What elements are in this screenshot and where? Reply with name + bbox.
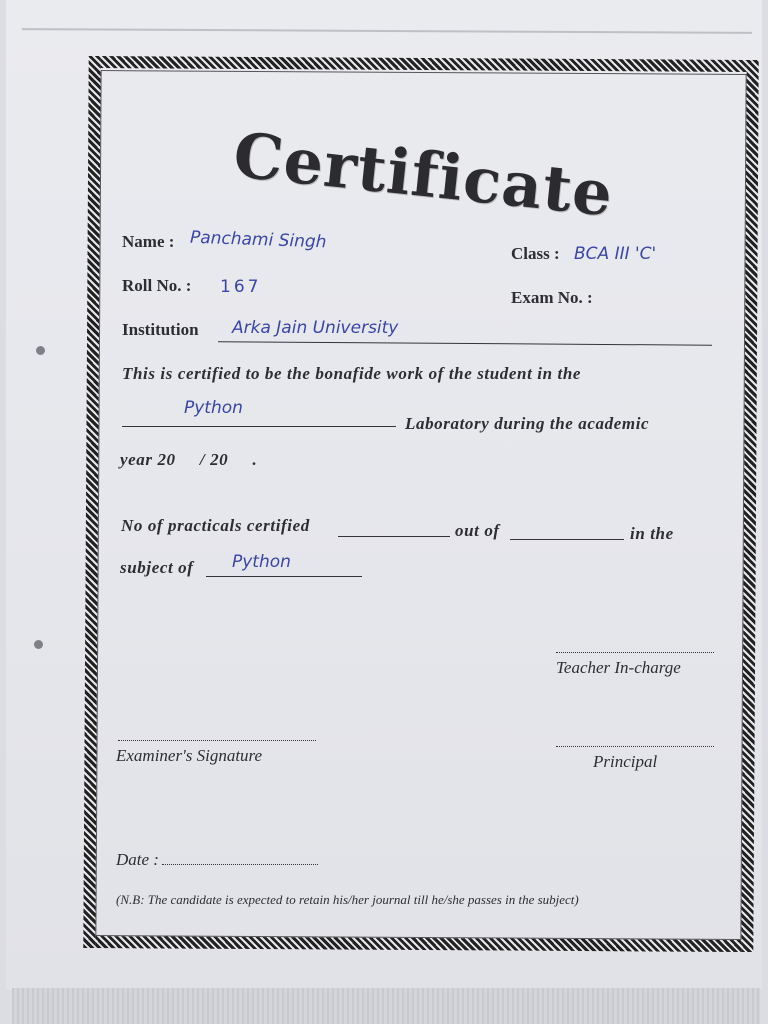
- date-line: [162, 864, 318, 865]
- lab-line: [122, 426, 396, 427]
- name-label: Name :: [122, 232, 175, 251]
- practicals-line: [338, 536, 450, 537]
- out-of-label: out of: [455, 521, 500, 540]
- year-text: year 20 / 20 .: [120, 450, 258, 469]
- subject-label: subject of: [120, 558, 194, 577]
- principal-signature-line: [556, 746, 714, 747]
- exam-label: Exam No. :: [511, 288, 593, 307]
- class-label: Class :: [511, 244, 560, 263]
- teacher-label: Teacher In-charge: [556, 658, 681, 677]
- class-value: BCA III 'C': [574, 244, 657, 264]
- examiner-signature-line: [118, 740, 316, 741]
- punch-hole: [36, 346, 45, 355]
- certified-text: This is certified to be the bonafide work of the student in the: [122, 364, 582, 383]
- principal-label: Principal: [593, 752, 658, 771]
- in-the-label: in the: [630, 524, 674, 543]
- certificate-title: Certificate: [230, 118, 617, 231]
- lab-value: Python: [184, 398, 243, 418]
- roll-label: Roll No. :: [122, 276, 192, 295]
- date-label: Date :: [116, 850, 159, 869]
- lab-text: Laboratory during the academic: [405, 414, 650, 433]
- subject-line: [206, 576, 362, 577]
- subject-value: Python: [232, 552, 291, 572]
- institution-label: Institution: [122, 320, 199, 339]
- practicals-label: No of practicals certified: [121, 516, 310, 535]
- page-underneath: [12, 988, 760, 1024]
- out-of-line: [510, 539, 624, 540]
- examiner-label: Examiner's Signature: [116, 746, 263, 765]
- name-value: Panchami Singh: [189, 227, 327, 253]
- note-text: (N.B: The candidate is expected to retain his/her journal till he/she passes in the subject): [116, 892, 579, 907]
- institution-value: Arka Jain University: [232, 318, 399, 338]
- roll-value: 167: [220, 277, 262, 297]
- punch-hole: [34, 640, 43, 649]
- teacher-signature-line: [556, 652, 714, 653]
